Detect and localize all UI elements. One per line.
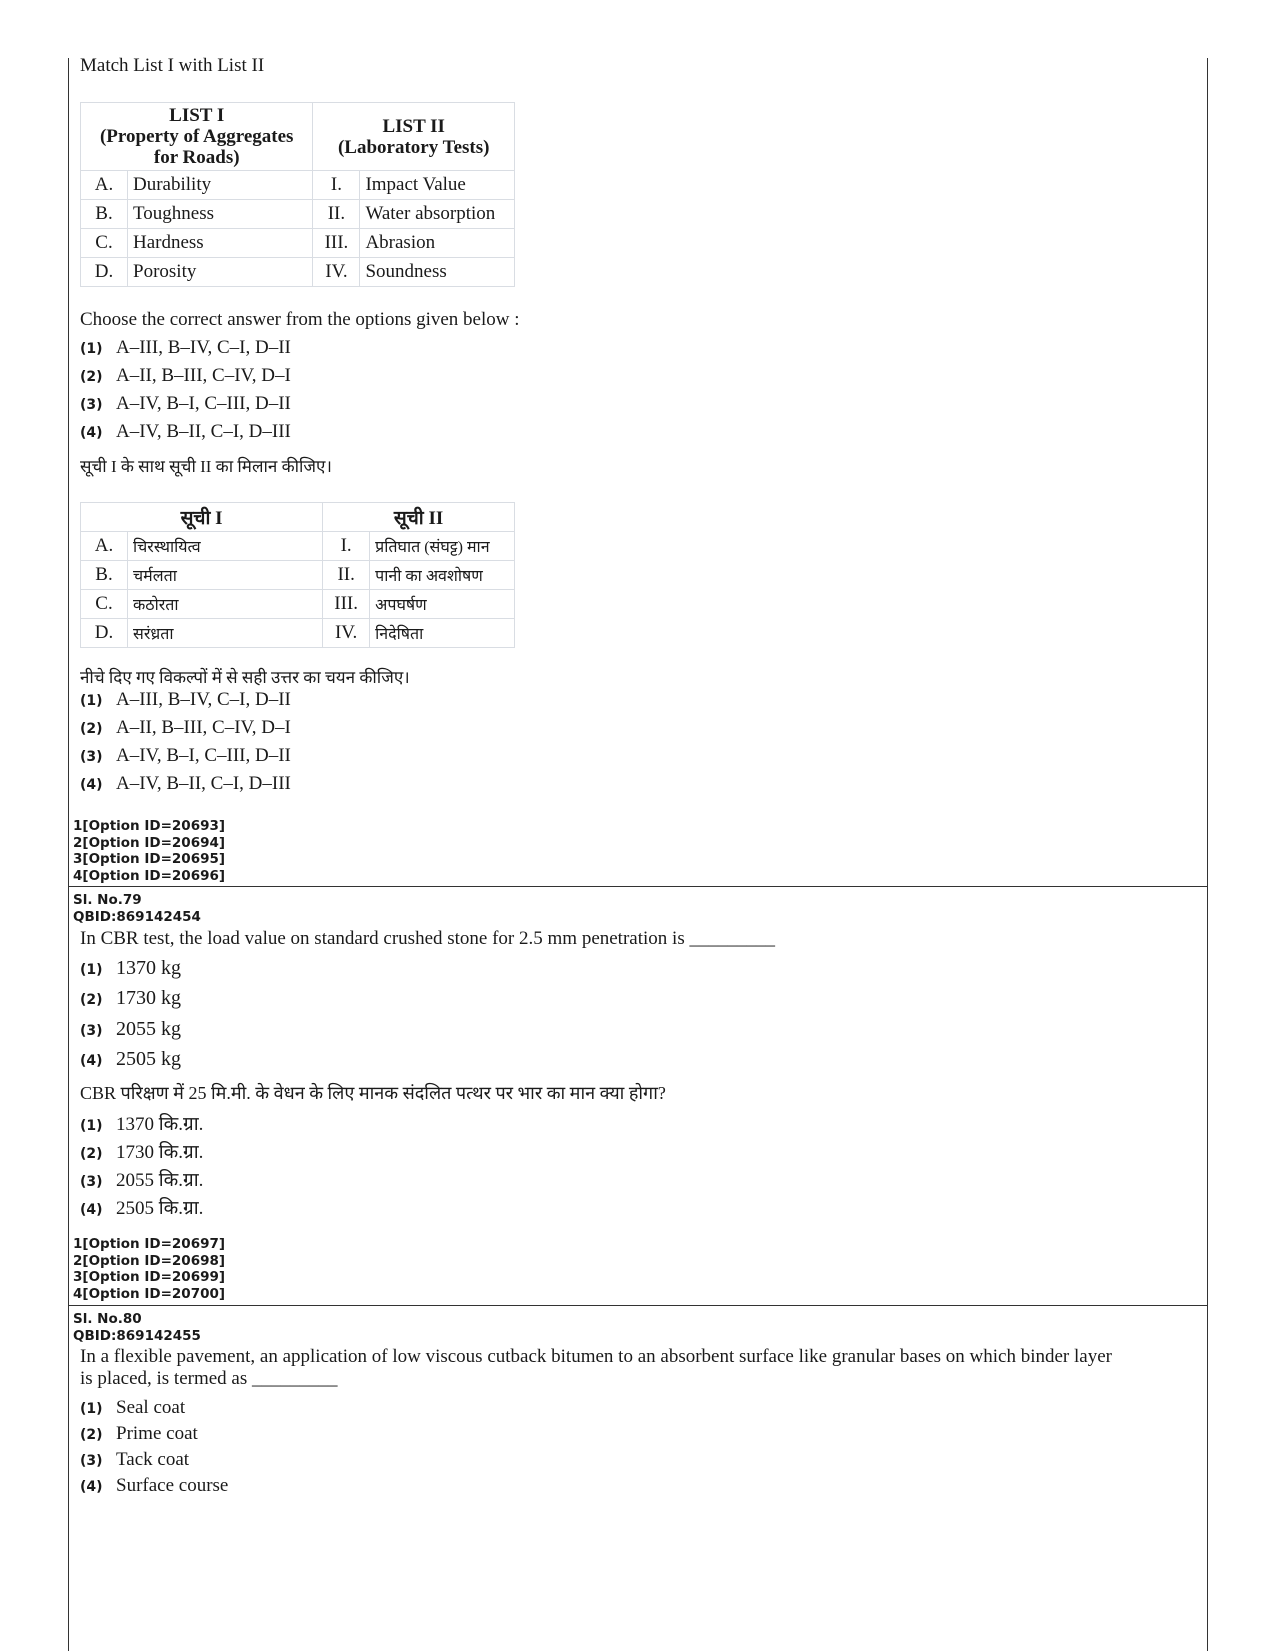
option-number: (2): [80, 721, 103, 737]
row-key: C.: [81, 590, 128, 619]
table-row: [81, 200, 515, 229]
option-text: A–II, B–III, C–IV, D–I: [116, 717, 291, 738]
option-text: A–II, B–III, C–IV, D–I: [116, 365, 291, 386]
option-item: [80, 1138, 203, 1164]
row-item: कठोरता: [128, 590, 323, 619]
option-id: 3[Option ID=20695]: [73, 851, 226, 867]
list1-subtitle: (Property of Aggregates: [99, 126, 294, 147]
q80-question-en: [80, 1346, 1112, 1390]
row-key: III.: [323, 590, 370, 619]
table-row: [81, 561, 515, 590]
option-text: 2055 kg: [116, 1018, 181, 1040]
row-key: D.: [81, 619, 128, 648]
row-item: पानी का अवशोषण: [370, 561, 515, 590]
q78-match-table-en: [80, 102, 515, 287]
option-number: (3): [80, 1023, 103, 1039]
option-text: 1370 kg: [116, 957, 181, 979]
option-ids: [73, 818, 225, 884]
option-text: Prime coat: [116, 1423, 198, 1444]
row-key: II.: [323, 561, 370, 590]
list1-header-hi: सूची I: [81, 503, 323, 532]
option-number: (1): [80, 341, 103, 357]
option-item: [80, 365, 291, 387]
q78-choose-hi: नीचे दिए गए विकल्पों में से सही उत्तर का चयन कीजिए।: [80, 668, 410, 687]
option-text: 1730 कि.ग्रा.: [116, 1142, 204, 1163]
list2-header: [313, 103, 515, 171]
table-row: [81, 532, 515, 561]
row-key: I.: [313, 171, 360, 200]
option-item: [80, 773, 291, 795]
option-item: [80, 337, 291, 359]
row-item: Hardness: [128, 229, 313, 258]
row-item: सरंध्रता: [128, 619, 323, 648]
option-number: (3): [80, 749, 103, 765]
table-row: [81, 171, 515, 200]
row-item: निदेषिता: [370, 619, 515, 648]
option-item: [80, 421, 291, 443]
option-number: (1): [80, 1118, 103, 1134]
serial-number: Sl. No.79: [73, 892, 142, 908]
option-text: 2505 kg: [116, 1048, 181, 1070]
row-item: अपघर्षण: [370, 590, 515, 619]
option-item: [80, 1423, 198, 1445]
row-key: III.: [313, 229, 360, 258]
option-id: 3[Option ID=20699]: [73, 1269, 226, 1285]
option-number: (4): [80, 1479, 103, 1495]
option-number: (4): [80, 425, 103, 441]
row-key: I.: [323, 532, 370, 561]
question-divider: [68, 1305, 1208, 1306]
option-item: [80, 745, 291, 767]
row-key: II.: [313, 200, 360, 229]
option-item: [80, 1397, 185, 1419]
row-item: Durability: [128, 171, 313, 200]
option-item: [80, 957, 181, 980]
option-item: [80, 717, 291, 739]
option-number: (2): [80, 1427, 103, 1443]
option-id: 4[Option ID=20700]: [73, 1285, 226, 1302]
option-text: 1730 kg: [116, 987, 181, 1009]
option-number: (4): [80, 1053, 103, 1069]
option-text: Tack coat: [116, 1449, 190, 1470]
list2-subtitle: (Laboratory Tests): [337, 136, 490, 158]
list1-title: LIST I: [169, 105, 225, 126]
q79-question-en: In CBR test, the load value on standard crushed stone for 2.5 mm penetration is _________: [80, 928, 775, 949]
option-id: 4[Option ID=20696]: [73, 867, 226, 884]
q78-choose-en: Choose the correct answer from the options given below :: [80, 309, 520, 330]
option-item: [80, 987, 181, 1010]
table-row: [81, 590, 515, 619]
row-key: IV.: [313, 258, 360, 287]
q78-intro-en: Match List I with List II: [80, 55, 265, 76]
row-key: D.: [81, 258, 128, 287]
row-item: Abrasion: [360, 229, 515, 258]
row-key: A.: [81, 532, 128, 561]
option-text: A–IV, B–I, C–III, D–II: [116, 745, 291, 766]
list1-header: [81, 103, 313, 171]
qbid: QBID:869142455: [73, 1327, 201, 1344]
question-header: [73, 1311, 201, 1344]
table-row: [81, 619, 515, 648]
option-number: (1): [80, 693, 103, 709]
list2-title: LIST II: [382, 115, 445, 137]
row-key: B.: [81, 561, 128, 590]
option-id: 2[Option ID=20694]: [73, 834, 226, 851]
option-text: Seal coat: [116, 1397, 186, 1418]
option-item: [80, 1449, 189, 1471]
list2-header-hi: सूची II: [323, 503, 515, 532]
list1-subtitle-2: for Roads): [153, 147, 240, 168]
option-item: [80, 1018, 181, 1041]
option-number: (3): [80, 1174, 103, 1190]
table-row: [81, 258, 515, 287]
option-text: 2055 कि.ग्रा.: [116, 1170, 204, 1191]
option-item: [80, 1475, 228, 1497]
option-item: [80, 1110, 203, 1136]
option-number: (3): [80, 1453, 103, 1469]
page-frame: [68, 58, 1208, 1651]
row-item: Toughness: [128, 200, 313, 229]
option-number: (4): [80, 777, 103, 793]
table-row: [81, 229, 515, 258]
option-text: Surface course: [116, 1475, 229, 1496]
option-text: A–III, B–IV, C–I, D–II: [116, 337, 291, 358]
q78-match-table-hi: [80, 502, 515, 648]
q78-intro-hi: सूची I के साथ सूची II का मिलान कीजिए।: [80, 457, 332, 476]
option-id: 1[Option ID=20697]: [73, 1236, 226, 1252]
option-number: (2): [80, 992, 103, 1008]
option-text: A–III, B–IV, C–I, D–II: [116, 689, 291, 710]
row-item: प्रतिघात (संघट्ट) मान: [370, 532, 515, 561]
option-id: 2[Option ID=20698]: [73, 1252, 226, 1269]
option-number: (1): [80, 1401, 103, 1417]
option-item: [80, 689, 291, 711]
option-number: (1): [80, 962, 103, 978]
option-number: (2): [80, 1146, 103, 1162]
row-item: Impact Value: [360, 171, 515, 200]
option-text: 2505 कि.ग्रा.: [116, 1198, 204, 1219]
question-line: In a flexible pavement, an application of low viscous cutback bitumen to an absorbent surface like granular bases on which binder layer: [80, 1346, 1112, 1367]
option-text: A–IV, B–II, C–I, D–III: [116, 773, 291, 794]
option-text: A–IV, B–II, C–I, D–III: [116, 421, 291, 442]
row-key: IV.: [323, 619, 370, 648]
qbid: QBID:869142454: [73, 908, 201, 925]
option-number: (4): [80, 1202, 103, 1218]
serial-number: Sl. No.80: [73, 1311, 142, 1327]
row-key: A.: [81, 171, 128, 200]
row-item: चिरस्थायित्व: [128, 532, 323, 561]
option-id: 1[Option ID=20693]: [73, 818, 226, 834]
option-number: (3): [80, 397, 103, 413]
option-item: [80, 1048, 181, 1071]
row-item: Water absorption: [360, 200, 515, 229]
option-item: [80, 1166, 203, 1192]
option-number: (2): [80, 369, 103, 385]
q79-question-hi: CBR परिक्षण में 25 मि.मी. के वेधन के लिए मानक संदलित पत्थर पर भार का मान क्या होगा?: [80, 1083, 666, 1103]
question-line: is placed, is termed as _________: [80, 1368, 338, 1389]
option-text: 1370 कि.ग्रा.: [116, 1114, 204, 1135]
question-header: [73, 892, 201, 925]
row-key: C.: [81, 229, 128, 258]
option-text: A–IV, B–I, C–III, D–II: [116, 393, 291, 414]
row-item: Soundness: [360, 258, 515, 287]
row-item: Porosity: [128, 258, 313, 287]
option-item: [80, 1194, 203, 1220]
row-key: B.: [81, 200, 128, 229]
question-divider: [68, 886, 1208, 887]
row-item: चर्मलता: [128, 561, 323, 590]
option-ids: [73, 1236, 225, 1302]
option-item: [80, 393, 291, 415]
